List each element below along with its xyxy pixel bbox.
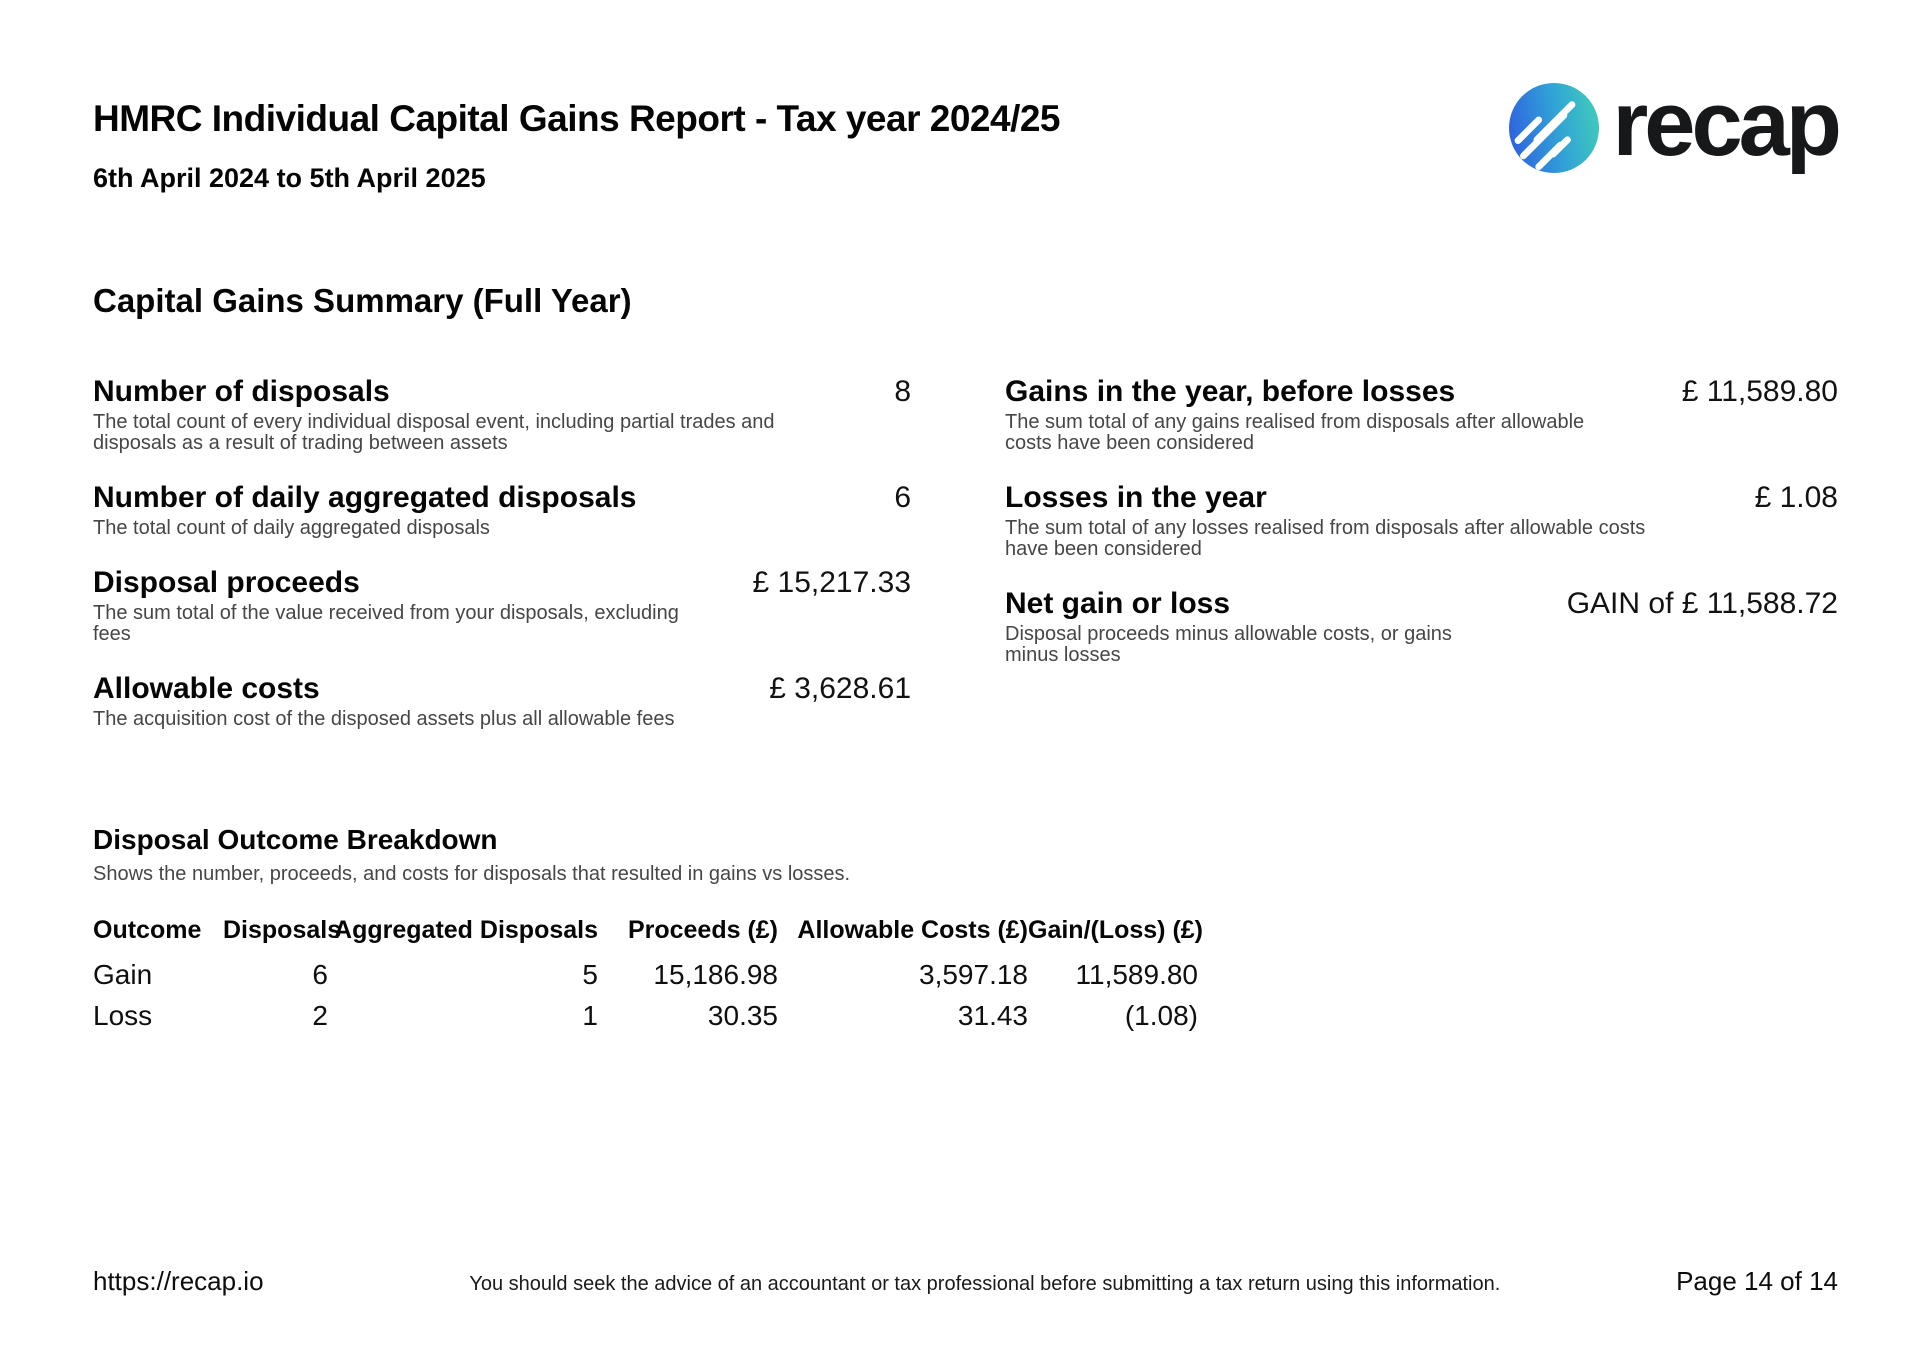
cell-gain-loss: (1.08) [1124, 1000, 1198, 1031]
cell-aggregated-disposals: 5 [582, 959, 598, 990]
cell-aggregated-disposals: 1 [582, 1000, 598, 1031]
item-value: 6 [894, 481, 911, 514]
summary-item-number-of-disposals [93, 374, 911, 454]
cell-outcome: Gain [93, 959, 153, 990]
page-number: Page 14 of 14 [1676, 1266, 1838, 1296]
item-description: The sum total of any losses realised from disposals after allowable costs have been considered [1005, 517, 1646, 560]
item-value: £ 3,628.61 [769, 672, 911, 705]
summary-grid [93, 374, 1838, 756]
cell-proceeds: 30.35 [707, 1000, 778, 1031]
cell-disposals: 2 [312, 1000, 328, 1031]
summary-right-column [1005, 374, 1838, 756]
item-label: Number of disposals [93, 375, 390, 408]
recap-wordmark: recap [1612, 73, 1838, 175]
item-description: Disposal proceeds minus allowable costs, or gains minus losses [1005, 623, 1452, 666]
breakdown-heading: Disposal Outcome Breakdown [93, 824, 498, 855]
item-description: The acquisition cost of the disposed assets plus all allowable fees [93, 708, 675, 730]
summary-item-losses-in-year [1005, 480, 1838, 560]
footer-disclaimer: You should seek the advice of an accountant or tax professional before submitting a tax return using this information. [469, 1273, 1501, 1295]
item-label: Disposal proceeds [93, 566, 360, 599]
recap-logo [1509, 73, 1839, 175]
item-label: Gains in the year, before losses [1005, 375, 1456, 408]
summary-item-net-gain-or-loss [1005, 586, 1838, 666]
page-footer [93, 1266, 1838, 1297]
item-value: GAIN of £ 11,588.72 [1566, 587, 1838, 620]
table-header-row [93, 916, 1198, 955]
summary-item-daily-aggregated-disposals [93, 480, 911, 539]
summary-left-column [93, 374, 911, 756]
cell-disposals: 6 [312, 959, 328, 990]
recap-site-link[interactable]: https://recap.io [93, 1266, 264, 1296]
table-row-loss [93, 996, 1198, 1037]
item-label: Allowable costs [93, 672, 320, 705]
cell-allowable-costs: 3,597.18 [919, 959, 1028, 990]
cell-gain-loss: 11,589.80 [1075, 959, 1198, 990]
report-title: HMRC Individual Capital Gains Report - Tax year 2024/25 [93, 98, 1061, 139]
col-header-aggregated-disposals: Aggregated Disposals [334, 916, 598, 944]
cell-outcome: Loss [93, 1000, 153, 1031]
report-header [93, 73, 1838, 194]
col-header-allowable-costs: Allowable Costs (£) [797, 916, 1028, 944]
item-label: Number of daily aggregated disposals [93, 481, 637, 514]
breakdown-subtitle: Shows the number, proceeds, and costs for disposals that resulted in gains vs losses. [93, 863, 851, 885]
summary-heading: Capital Gains Summary (Full Year) [93, 282, 632, 319]
summary-item-allowable-costs [93, 671, 911, 730]
report-date-range: 6th April 2024 to 5th April 2025 [93, 163, 486, 193]
outcome-table [93, 916, 1204, 1037]
summary-item-disposal-proceeds [93, 565, 911, 645]
cell-proceeds: 15,186.98 [653, 959, 778, 990]
summary-item-gains-before-losses [1005, 374, 1838, 454]
recap-logo-icon [1509, 83, 1599, 173]
col-header-outcome: Outcome [93, 916, 202, 944]
col-header-proceeds: Proceeds (£) [627, 916, 778, 944]
cell-allowable-costs: 31.43 [957, 1000, 1028, 1031]
item-label: Losses in the year [1005, 481, 1267, 514]
item-label: Net gain or loss [1005, 587, 1231, 620]
item-value: £ 11,589.80 [1681, 375, 1838, 408]
breakdown-section [93, 824, 1838, 1037]
col-header-gain-loss: Gain/(Loss) (£) [1028, 916, 1204, 944]
item-value: £ 15,217.33 [752, 566, 911, 599]
item-description: The total count of every individual disposal event, including partial trades and disposals as a result of trading between assets [93, 411, 775, 454]
table-row-gain [93, 955, 1198, 996]
col-header-disposals: Disposals [223, 916, 342, 944]
item-description: The sum total of any gains realised from disposals after allowable costs have been considered [1005, 411, 1585, 454]
item-value: 8 [894, 375, 911, 408]
item-description: The sum total of the value received from your disposals, excluding fees [93, 602, 679, 645]
item-value: £ 1.08 [1754, 481, 1838, 514]
item-description: The total count of daily aggregated disposals [93, 517, 490, 539]
